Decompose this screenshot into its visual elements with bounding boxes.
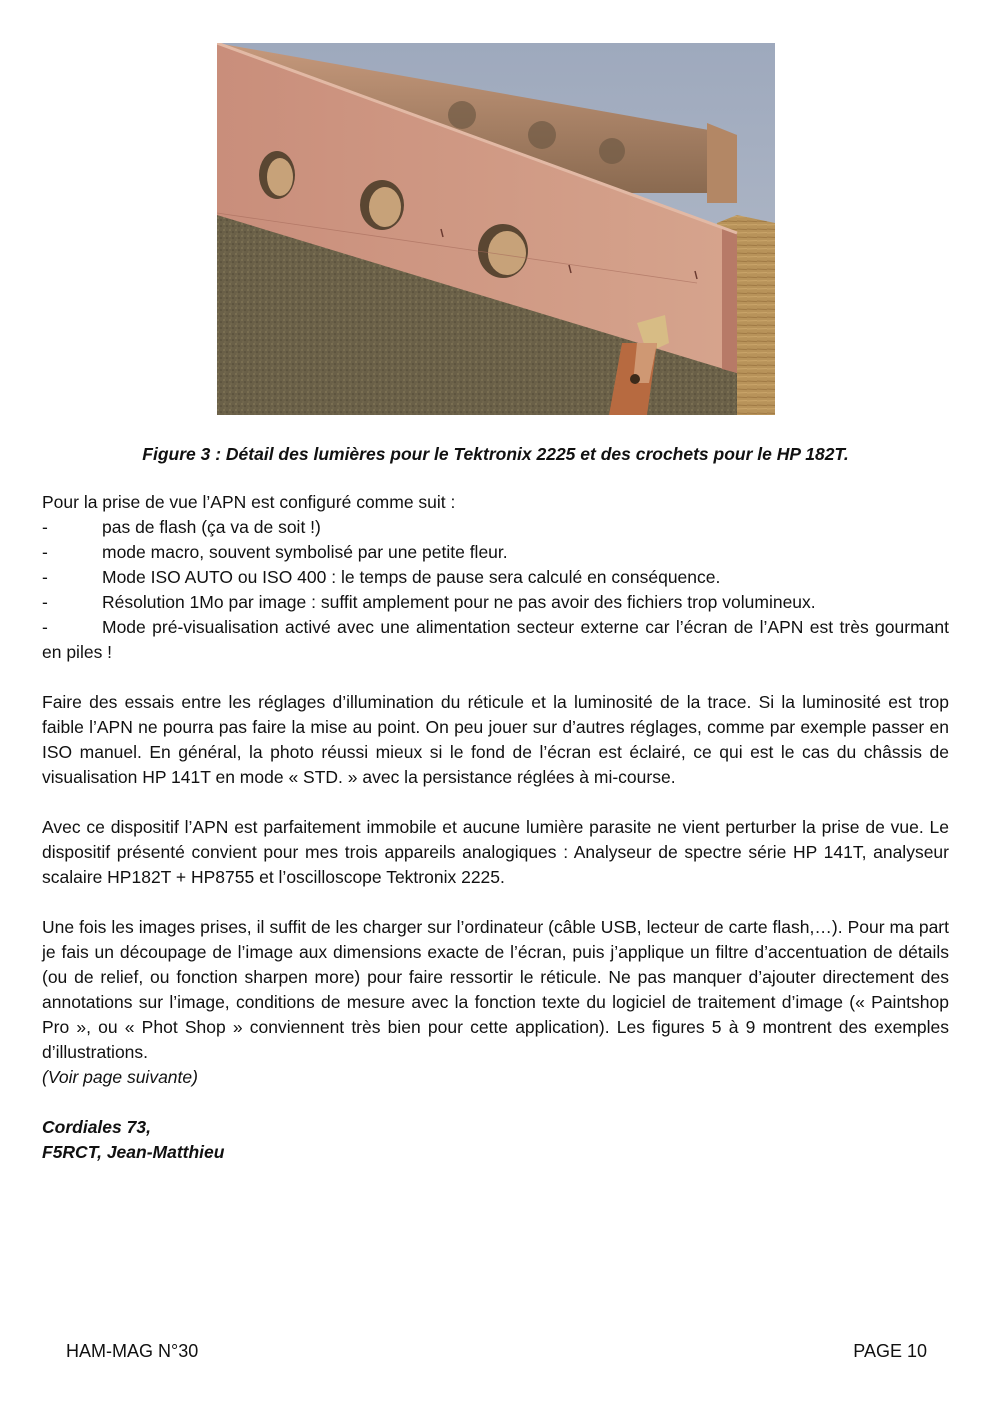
signature-greeting: Cordiales 73, xyxy=(42,1117,151,1137)
footer-issue: HAM-MAG N°30 xyxy=(66,1341,199,1361)
list-item xyxy=(42,590,949,615)
list-item xyxy=(42,565,949,590)
list-bullet: - xyxy=(42,542,48,562)
list-item-text: Mode ISO AUTO ou ISO 400 : le temps de pause sera calculé en conséquence. xyxy=(102,567,721,587)
list-item xyxy=(42,540,949,565)
list-item-text: Résolution 1Mo par image : suffit amplement pour ne pas avoir des fichiers trop volumineux. xyxy=(102,592,816,612)
intro-text: Pour la prise de vue l’APN est configuré comme suit : xyxy=(42,492,456,512)
footer-page-number: PAGE 10 xyxy=(853,1341,927,1361)
list-bullet: - xyxy=(42,617,48,637)
paragraph: Avec ce dispositif l’APN est parfaitement immobile et aucune lumière parasite ne vient perturber la prise de vue. Le dispositif présenté convient pour mes trois appareils analogiques : Analyseur de spectre série HP 141T, analyseur scalaire HP182T + HP8755 et l’oscilloscope Tektronix 2225. xyxy=(42,817,949,887)
list-item xyxy=(42,515,949,540)
figure-photo xyxy=(217,43,775,415)
figure-caption: Figure 3 : Détail des lumières pour le Tektronix 2225 et des crochets pour le HP 182T. xyxy=(142,444,849,464)
list-bullet: - xyxy=(42,592,48,612)
continuation-note: (Voir page suivante) xyxy=(42,1067,198,1087)
list-item-text: Mode pré-visualisation activé avec une alimentation secteur externe car l’écran de l’APN est très gourmant en piles ! xyxy=(42,617,949,662)
list-item-text: mode macro, souvent symbolisé par une petite fleur. xyxy=(102,542,508,562)
article-body xyxy=(42,490,949,1165)
signature-author: F5RCT, Jean-Matthieu xyxy=(42,1142,225,1162)
list-item xyxy=(42,615,949,665)
paragraph: Faire des essais entre les réglages d’illumination du réticule et la luminosité de la trace. Si la luminosité est trop faible l’APN ne pourra pas faire la mise au point. On peu jouer sur d’autres réglages, comme par exemple passer en ISO manuel. En général, la photo réussi mieux si le fond de l’écran est éclairé, ce qui est le cas du châssis de visualisation HP 141T en mode « STD. » avec la persistance réglées à mi-course. xyxy=(42,692,949,787)
list-bullet: - xyxy=(42,517,48,537)
list-item-text: pas de flash (ça va de soit !) xyxy=(102,517,321,537)
paragraph: Une fois les images prises, il suffit de les charger sur l’ordinateur (câble USB, lecteur de carte flash,…). Pour ma part je fais un découpage de l’image aux dimensions exacte de l’écran, puis j’applique un filtre d’accentuation de détails (ou de relief, ou fonction sharpen more) pour faire ressortir le réticule. Ne pas manquer d’ajouter directement des annotations sur l’image, conditions de mesure avec la fonction texte du logiciel de traitement d’image (« Paintshop Pro », ou « Phot Shop » conviennent très bien pour cette application). Les figures 5 à 9 montrent des exemples d’illustrations. xyxy=(42,917,949,1062)
list-bullet: - xyxy=(42,567,48,587)
